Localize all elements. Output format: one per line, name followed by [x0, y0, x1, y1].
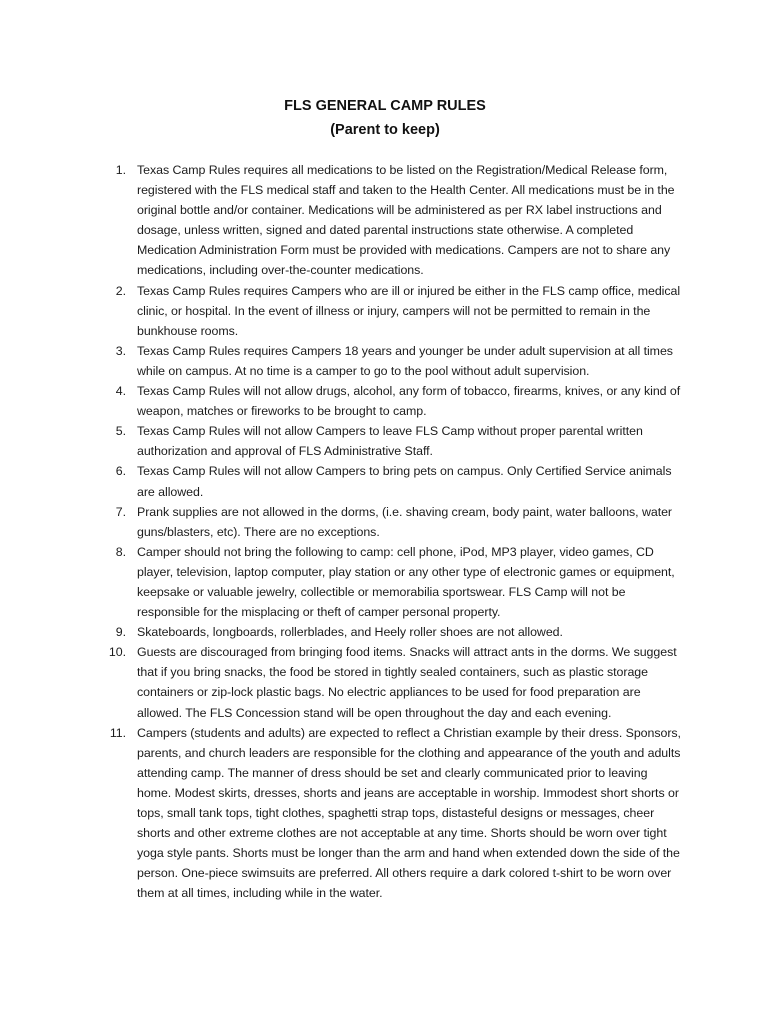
- rule-item: [0, 622, 682, 642]
- rule-number: 11.: [109, 725, 126, 740]
- rule-number: 8.: [115, 544, 126, 559]
- rule-item: [0, 461, 682, 501]
- rule-number: 5.: [115, 424, 126, 439]
- page-subtitle: (Parent to keep): [330, 122, 440, 138]
- rule-item: [0, 502, 682, 542]
- rule-text: Texas Camp Rules requires Campers 18 years and younger be under adult supervision at all times while on campus. At no time is a camper to go to the pool without adult supervision.: [137, 343, 673, 378]
- rule-number: 2.: [115, 283, 126, 298]
- title-block: [0, 94, 770, 142]
- rule-text: Campers (students and adults) are expected to reflect a Christian example by their dress. Sponsors, parents, and church leaders are responsible for the clothing and appearance of the youth and adults attending camp. The manner of dress should be set and clearly communicated prior to leaving home. Modest skirts, dresses, shorts and jeans are acceptable in worship. Immodest short shorts or tops, small tank tops, tight clothes, spaghetti strap tops, distasteful designs or messages, cheer shorts and other extreme clothes are not acceptable at any time. Shorts should be worn over tight yoga style pants. Shorts must be longer than the arm and hand when extended down the side of the person. One-piece swimsuits are preferred. All others require a dark colored t-shirt to be worn over them at all times, including while in the water.: [137, 725, 681, 901]
- rule-item: [0, 542, 682, 622]
- rule-number: 7.: [115, 504, 126, 519]
- rule-number: 10.: [108, 645, 126, 660]
- rules-list: [0, 160, 770, 903]
- rule-item: [0, 341, 682, 381]
- rule-text: Texas Camp Rules will not allow Campers to bring pets on campus. Only Certified Service animals are allowed.: [137, 464, 672, 499]
- rule-text: Texas Camp Rules requires all medications to be listed on the Registration/Medical Release form, registered with the FLS medical staff and taken to the Health Center. All medications must be in the original bottle and/or container. Medications will be administered as per RX label instructions and dosage, unless written, signed and dated parental instructions state otherwise. A completed Medication Administration Form must be provided with medications. Campers are not to share any medications, including over-the-counter medications.: [137, 163, 675, 278]
- page-title: FLS GENERAL CAMP RULES: [284, 98, 486, 114]
- rule-item: [0, 642, 682, 722]
- rule-text: Texas Camp Rules will not allow drugs, alcohol, any form of tobacco, firearms, knives, or any kind of weapon, matches or fireworks to be brought to camp.: [137, 384, 681, 419]
- rule-text: Skateboards, longboards, rollerblades, and Heely roller shoes are not allowed.: [137, 625, 563, 640]
- rule-text: Guests are discouraged from bringing food items. Snacks will attract ants in the dorms. We suggest that if you bring snacks, the food be stored in tightly sealed containers, such as plastic storage containers or zip-lock plastic bags. No electric appliances to be used for food preparation are allowed. The FLS Concession stand will be open throughout the day and each evening.: [137, 645, 677, 720]
- rule-text: Prank supplies are not allowed in the dorms, (i.e. shaving cream, body paint, water balloons, water guns/blasters, etc). There are no exceptions.: [137, 504, 673, 539]
- rule-item: [0, 723, 682, 904]
- rule-number: 6.: [115, 464, 126, 479]
- rule-text: Camper should not bring the following to camp: cell phone, iPod, MP3 player, video games, CD player, television, laptop computer, play station or any other type of electronic games or equipment, keepsake or valuable jewelry, collectible or memorabilia sportswear. FLS Camp will not be responsible for the misplacing or theft of camper personal property.: [137, 544, 675, 620]
- rule-text: Texas Camp Rules will not allow Campers to leave FLS Camp without proper parental written authorization and approval of FLS Administrative Staff.: [137, 424, 643, 459]
- rule-number: 4.: [115, 384, 126, 399]
- rule-number: 1.: [115, 163, 126, 177]
- rule-item: [0, 421, 682, 461]
- rule-item: [0, 281, 682, 341]
- rule-item: [0, 160, 682, 281]
- rule-number: 9.: [115, 625, 126, 640]
- rule-item: [0, 381, 682, 421]
- rule-text: Texas Camp Rules requires Campers who are ill or injured be either in the FLS camp office, medical clinic, or hospital. In the event of illness or injury, campers will not be permitted to remain in the bunkhouse rooms.: [137, 283, 681, 338]
- rule-number: 3.: [115, 343, 126, 358]
